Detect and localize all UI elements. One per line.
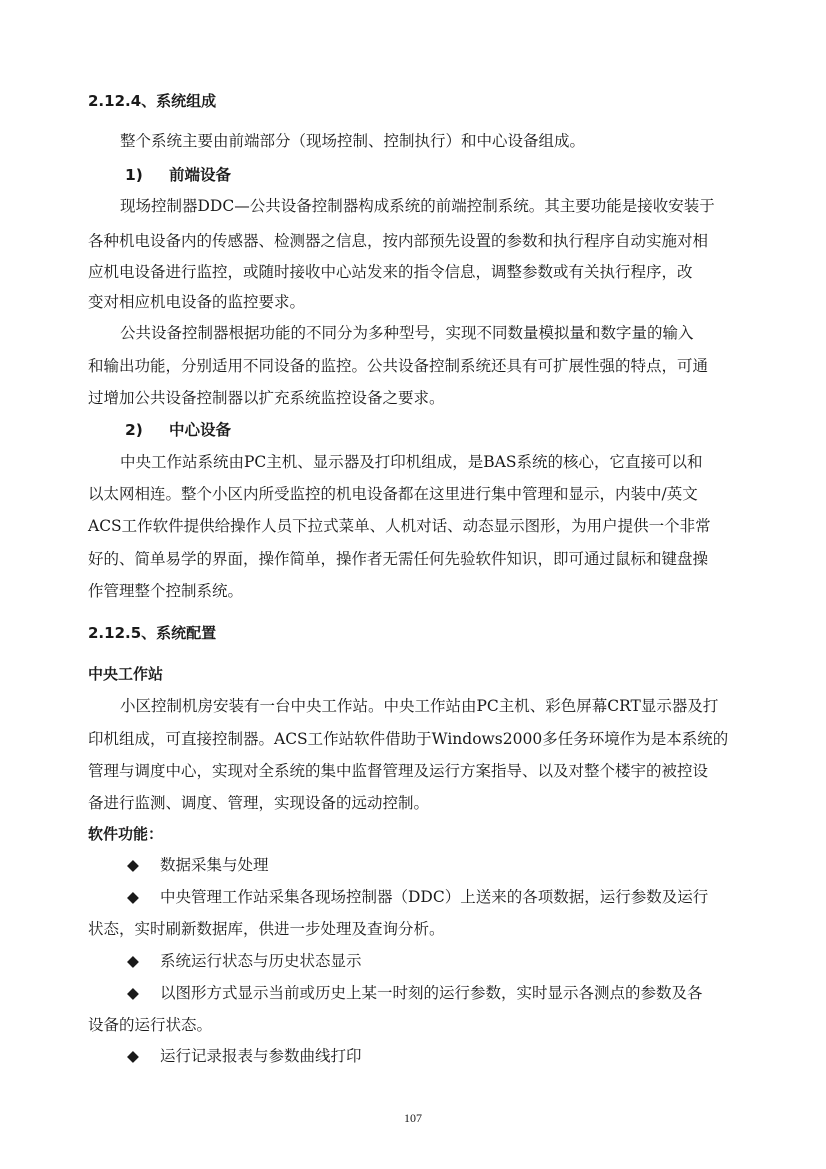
- bullet-item: [127, 983, 703, 1003]
- paragraph-line: 现场控制器DDC—公共设备控制器构成系统的前端控制系统。其主要功能是接收安装于: [120, 197, 715, 215]
- diamond-bullet-icon: ◆: [127, 888, 139, 906]
- subheading-number: 1): [125, 166, 143, 184]
- intro-paragraph: 整个系统主要由前端部分（现场控制、控制执行）和中心设备组成。: [120, 132, 586, 150]
- paragraph-line: 和输出功能，分别适用不同设备的监控。公共设备控制系统还具有可扩展性强的特点，可通: [88, 357, 709, 375]
- paragraph-line: 应机电设备进行监控，或随时接收中心站发来的指令信息，调整参数或有关执行程序，改: [88, 263, 693, 281]
- paragraph-line: 以太网相连。整个小区内所受监控的机电设备都在这里进行集中管理和显示，内装中/英文: [88, 485, 698, 503]
- central-workstation-title: 中央工作站: [88, 665, 164, 683]
- heading-2-12-5: 2.12.5、系统配置: [88, 624, 217, 642]
- bullet-text: 以图形方式显示当前或历史上某一时刻的运行参数，实时显示各测点的参数及各: [160, 984, 703, 1002]
- paragraph-line: 小区控制机房安装有一台中央工作站。中央工作站由PC主机、彩色屏幕CRT显示器及打: [120, 697, 719, 715]
- paragraph-line: 各种机电设备内的传感器、检测器之信息，按内部预先设置的参数和执行程序自动实施对相: [88, 232, 709, 250]
- subheading-center: [125, 420, 231, 440]
- page-number: 107: [404, 1111, 422, 1125]
- subheading-title: 中心设备: [169, 421, 232, 439]
- software-functions-title: 软件功能：: [88, 825, 164, 843]
- paragraph-line: 中央工作站系统由PC主机、显示器及打印机组成，是BAS系统的核心，它直接可以和: [120, 453, 703, 471]
- paragraph-line: 印机组成，可直接控制器。ACS工作站软件借助于Windows2000多任务环境作为是本系统的: [88, 730, 729, 748]
- subheading-front-end: [125, 165, 231, 185]
- subheading-title: 前端设备: [169, 166, 232, 184]
- paragraph-line: 作管理整个控制系统。: [88, 582, 244, 600]
- diamond-bullet-icon: ◆: [127, 856, 139, 874]
- bullet-item: [127, 1046, 362, 1066]
- paragraph-line: 管理与调度中心，实现对全系统的集中监督管理及运行方案指导、以及对整个楼宇的被控设: [88, 762, 709, 780]
- bullet-text: 运行记录报表与参数曲线打印: [160, 1047, 362, 1065]
- bullet-continuation: 状态，实时刷新数据库，供进一步处理及查询分析。: [88, 920, 445, 938]
- bullet-item: [127, 951, 362, 971]
- paragraph-line: 公共设备控制器根据功能的不同分为多种型号，实现不同数量模拟量和数字量的输入: [120, 324, 694, 342]
- paragraph-line: 好的、简单易学的界面，操作简单，操作者无需任何先验软件知识，即可通过鼠标和键盘操: [88, 550, 709, 568]
- subheading-number: 2): [125, 421, 143, 439]
- paragraph-line: ACS工作软件提供给操作人员下拉式菜单、人机对话、动态显示图形，为用户提供一个非常: [88, 517, 711, 535]
- diamond-bullet-icon: ◆: [127, 952, 139, 970]
- diamond-bullet-icon: ◆: [127, 984, 139, 1002]
- bullet-text: 中央管理工作站采集各现场控制器（DDC）上送来的各项数据，运行参数及运行: [160, 888, 709, 906]
- heading-2-12-4: 2.12.4、系统组成: [88, 92, 217, 110]
- bullet-text: 系统运行状态与历史状态显示: [160, 952, 362, 970]
- paragraph-line: 变对相应机电设备的监控要求。: [88, 293, 306, 311]
- paragraph-line: 过增加公共设备控制器以扩充系统监控设备之要求。: [88, 389, 445, 407]
- paragraph-line: 备进行监测、调度、管理，实现设备的远动控制。: [88, 794, 430, 812]
- bullet-continuation: 设备的运行状态。: [88, 1016, 213, 1034]
- bullet-text: 数据采集与处理: [160, 856, 269, 874]
- diamond-bullet-icon: ◆: [127, 1047, 139, 1065]
- bullet-item: [127, 887, 708, 907]
- bullet-item: [127, 855, 269, 875]
